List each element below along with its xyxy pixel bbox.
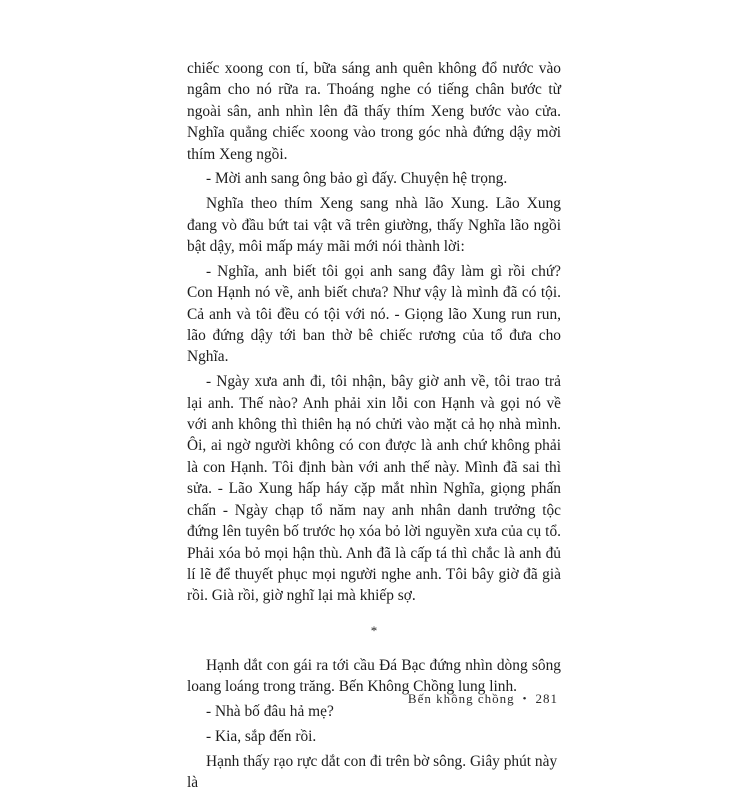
body-text	[187, 58, 561, 797]
paragraph: Nghĩa theo thím Xeng sang nhà lão Xung. Lão Xung đang vò đầu bứt tai vật vã trên giường, thấy Nghĩa lão ngồi bật dậy, môi mấp máy mãi mới nói thành lời:	[187, 195, 561, 256]
paragraph: Hạnh thấy rạo rực dắt con đi trên bờ sông. Giây phút này là	[187, 752, 558, 791]
paragraph-dialogue: - Nghĩa, anh biết tôi gọi anh sang đây làm gì rồi chứ? Con Hạnh nó về, anh biết chưa? Như vậy là mình đã có tội. Cả anh và tôi đều có tội với nó. - Giọng lão Xung run run, lão đứng dậy tới ban thờ bê chiếc rương của tổ đưa cho Nghĩa.	[187, 262, 561, 366]
running-footer	[380, 691, 558, 707]
page-number: 281	[535, 691, 558, 706]
paragraph-dialogue: - Kia, sắp đến rồi.	[206, 727, 317, 745]
paragraph-dialogue: - Ngày xưa anh đi, tôi nhận, bây giờ anh về, tôi trao trả lại anh. Thế nào? Anh phải xin lỗi con Hạnh và gọi nó về với anh không thì thiên hạ nó chửi vào mặt cả họ nhà mình. Ôi, ai ngờ người không có con được là anh chứ không phải là con Hạnh. Tôi định bàn với anh thế này. Mình đã sai thì sửa. - Lão Xung hấp háy cặp mắt nhìn Nghĩa, giọng phấn chấn - Ngày chạp tổ năm nay anh nhân danh trưởng tộc đứng lên tuyên bố trước họ xóa bỏ lời nguyền xưa của cụ tổ. Phải xóa bỏ mọi hận thù. Anh đã là cấp tá thì chắc là anh đủ lí lẽ để thuyết phục mọi người nghe anh. Tôi bây giờ đã già rồi. Già rồi, giờ nghĩ lại mà khiếp sợ.	[187, 373, 561, 605]
paragraph-dialogue: - Mời anh sang ông bảo gì đấy. Chuyện hệ trọng.	[206, 170, 508, 188]
paragraph: chiếc xoong con tí, bữa sáng anh quên không đổ nước vào ngâm cho nó rữa ra. Thoáng nghe có tiếng chân bước từ ngoài sân, anh nhìn lên đã thấy thím Xeng bước vào cửa. Nghĩa quẳng chiếc xoong vào trong góc nhà đứng dậy mời thím Xeng ngồi.	[187, 60, 561, 163]
section-separator: *	[370, 622, 378, 638]
book-title: Bến không chồng	[407, 691, 515, 706]
paragraph: Hạnh dắt con gái ra tới cầu Đá Bạc đứng nhìn dòng sông loang loáng trong trăng. Bến Không Chồng lung linh.	[187, 656, 561, 696]
paragraph-dialogue: - Nhà bố đâu hả mẹ?	[206, 702, 334, 720]
footer-dot-separator: •	[522, 693, 528, 705]
